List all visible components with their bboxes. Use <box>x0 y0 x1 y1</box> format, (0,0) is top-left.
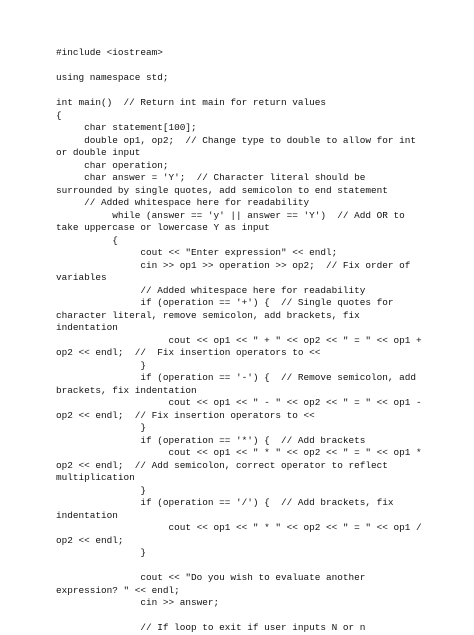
code-line: op2 << endl; // Add semicolon, correct operator to reflect <box>56 459 388 471</box>
code-line: expression? " << endl; <box>56 584 180 596</box>
code-line: if (operation == '-') { // Remove semicolon, add <box>56 372 417 383</box>
code-line: cin >> op1 >> operation >> op2; // Fix order of <box>56 259 411 271</box>
code-line: cin >> answer; <box>56 597 220 608</box>
code-line: indentation <box>56 509 118 521</box>
code-line: while (answer == 'y' || answer == 'Y') // Add OR to <box>56 209 405 221</box>
code-line: take uppercase or lowercase Y as input <box>56 222 270 233</box>
code-line: // Added whitespace here for readability <box>56 284 366 296</box>
code-line: } <box>56 547 147 558</box>
code-listing <box>56 47 436 635</box>
code-line <box>56 560 436 573</box>
code-line: char operation; <box>56 159 169 171</box>
code-line: if (operation == '*') { // Add brackets <box>56 434 366 446</box>
code-line: { <box>56 234 118 246</box>
code-line: cout << "Enter expression" << endl; <box>56 247 338 258</box>
code-line: } <box>56 422 147 433</box>
code-line: using namespace std; <box>56 72 169 83</box>
code-line: if (operation == '/') { // Add brackets, fix <box>56 497 394 508</box>
code-line: } <box>56 484 147 496</box>
code-line: op2 << endl; // Fix insertion operators to << <box>56 409 315 421</box>
code-line <box>56 85 436 98</box>
code-line: indentation <box>56 322 118 333</box>
code-line: double op1, op2; // Change type to double to allow for int <box>56 134 417 146</box>
code-line: char answer = 'Y'; // Character literal should be <box>56 172 366 183</box>
code-line: cout << op1 << " - " << op2 << " = " << op1 - <box>56 397 422 408</box>
code-line: cout << op1 << " * " << op2 << " = " << op1 / <box>56 522 422 533</box>
code-line: // Added whitespace here for readability <box>56 197 310 208</box>
code-line: brackets, fix indentation <box>56 384 197 396</box>
code-line: op2 << endl; // Fix insertion operators to << <box>56 347 321 358</box>
code-line: cout << op1 << " * " << op2 << " = " << op1 * <box>56 447 422 458</box>
code-line: op2 << endl; <box>56 534 124 546</box>
code-line: // If loop to exit if user inputs N or n <box>56 622 366 633</box>
code-line: character literal, remove semicolon, add brackets, fix <box>56 309 360 321</box>
code-line: } <box>56 359 147 371</box>
code-line: #include <iostream> <box>56 47 163 58</box>
code-line: cout << op1 << " + " << op2 << " = " << op1 + <box>56 334 422 346</box>
code-line: if (operation == '+') { // Single quotes for <box>56 297 394 308</box>
code-line: int main() // Return int main for return values <box>56 97 327 108</box>
code-line: cout << "Do you wish to evaluate another <box>56 572 366 583</box>
code-line <box>56 60 436 73</box>
code-line <box>56 610 436 623</box>
code-line: { <box>56 109 62 121</box>
code-line: or double input <box>56 147 141 158</box>
code-line: char statement[100]; <box>56 122 197 133</box>
code-line: multiplication <box>56 472 135 483</box>
code-line: variables <box>56 272 107 283</box>
code-line: surrounded by single quotes, add semicolon to end statement <box>56 184 388 196</box>
